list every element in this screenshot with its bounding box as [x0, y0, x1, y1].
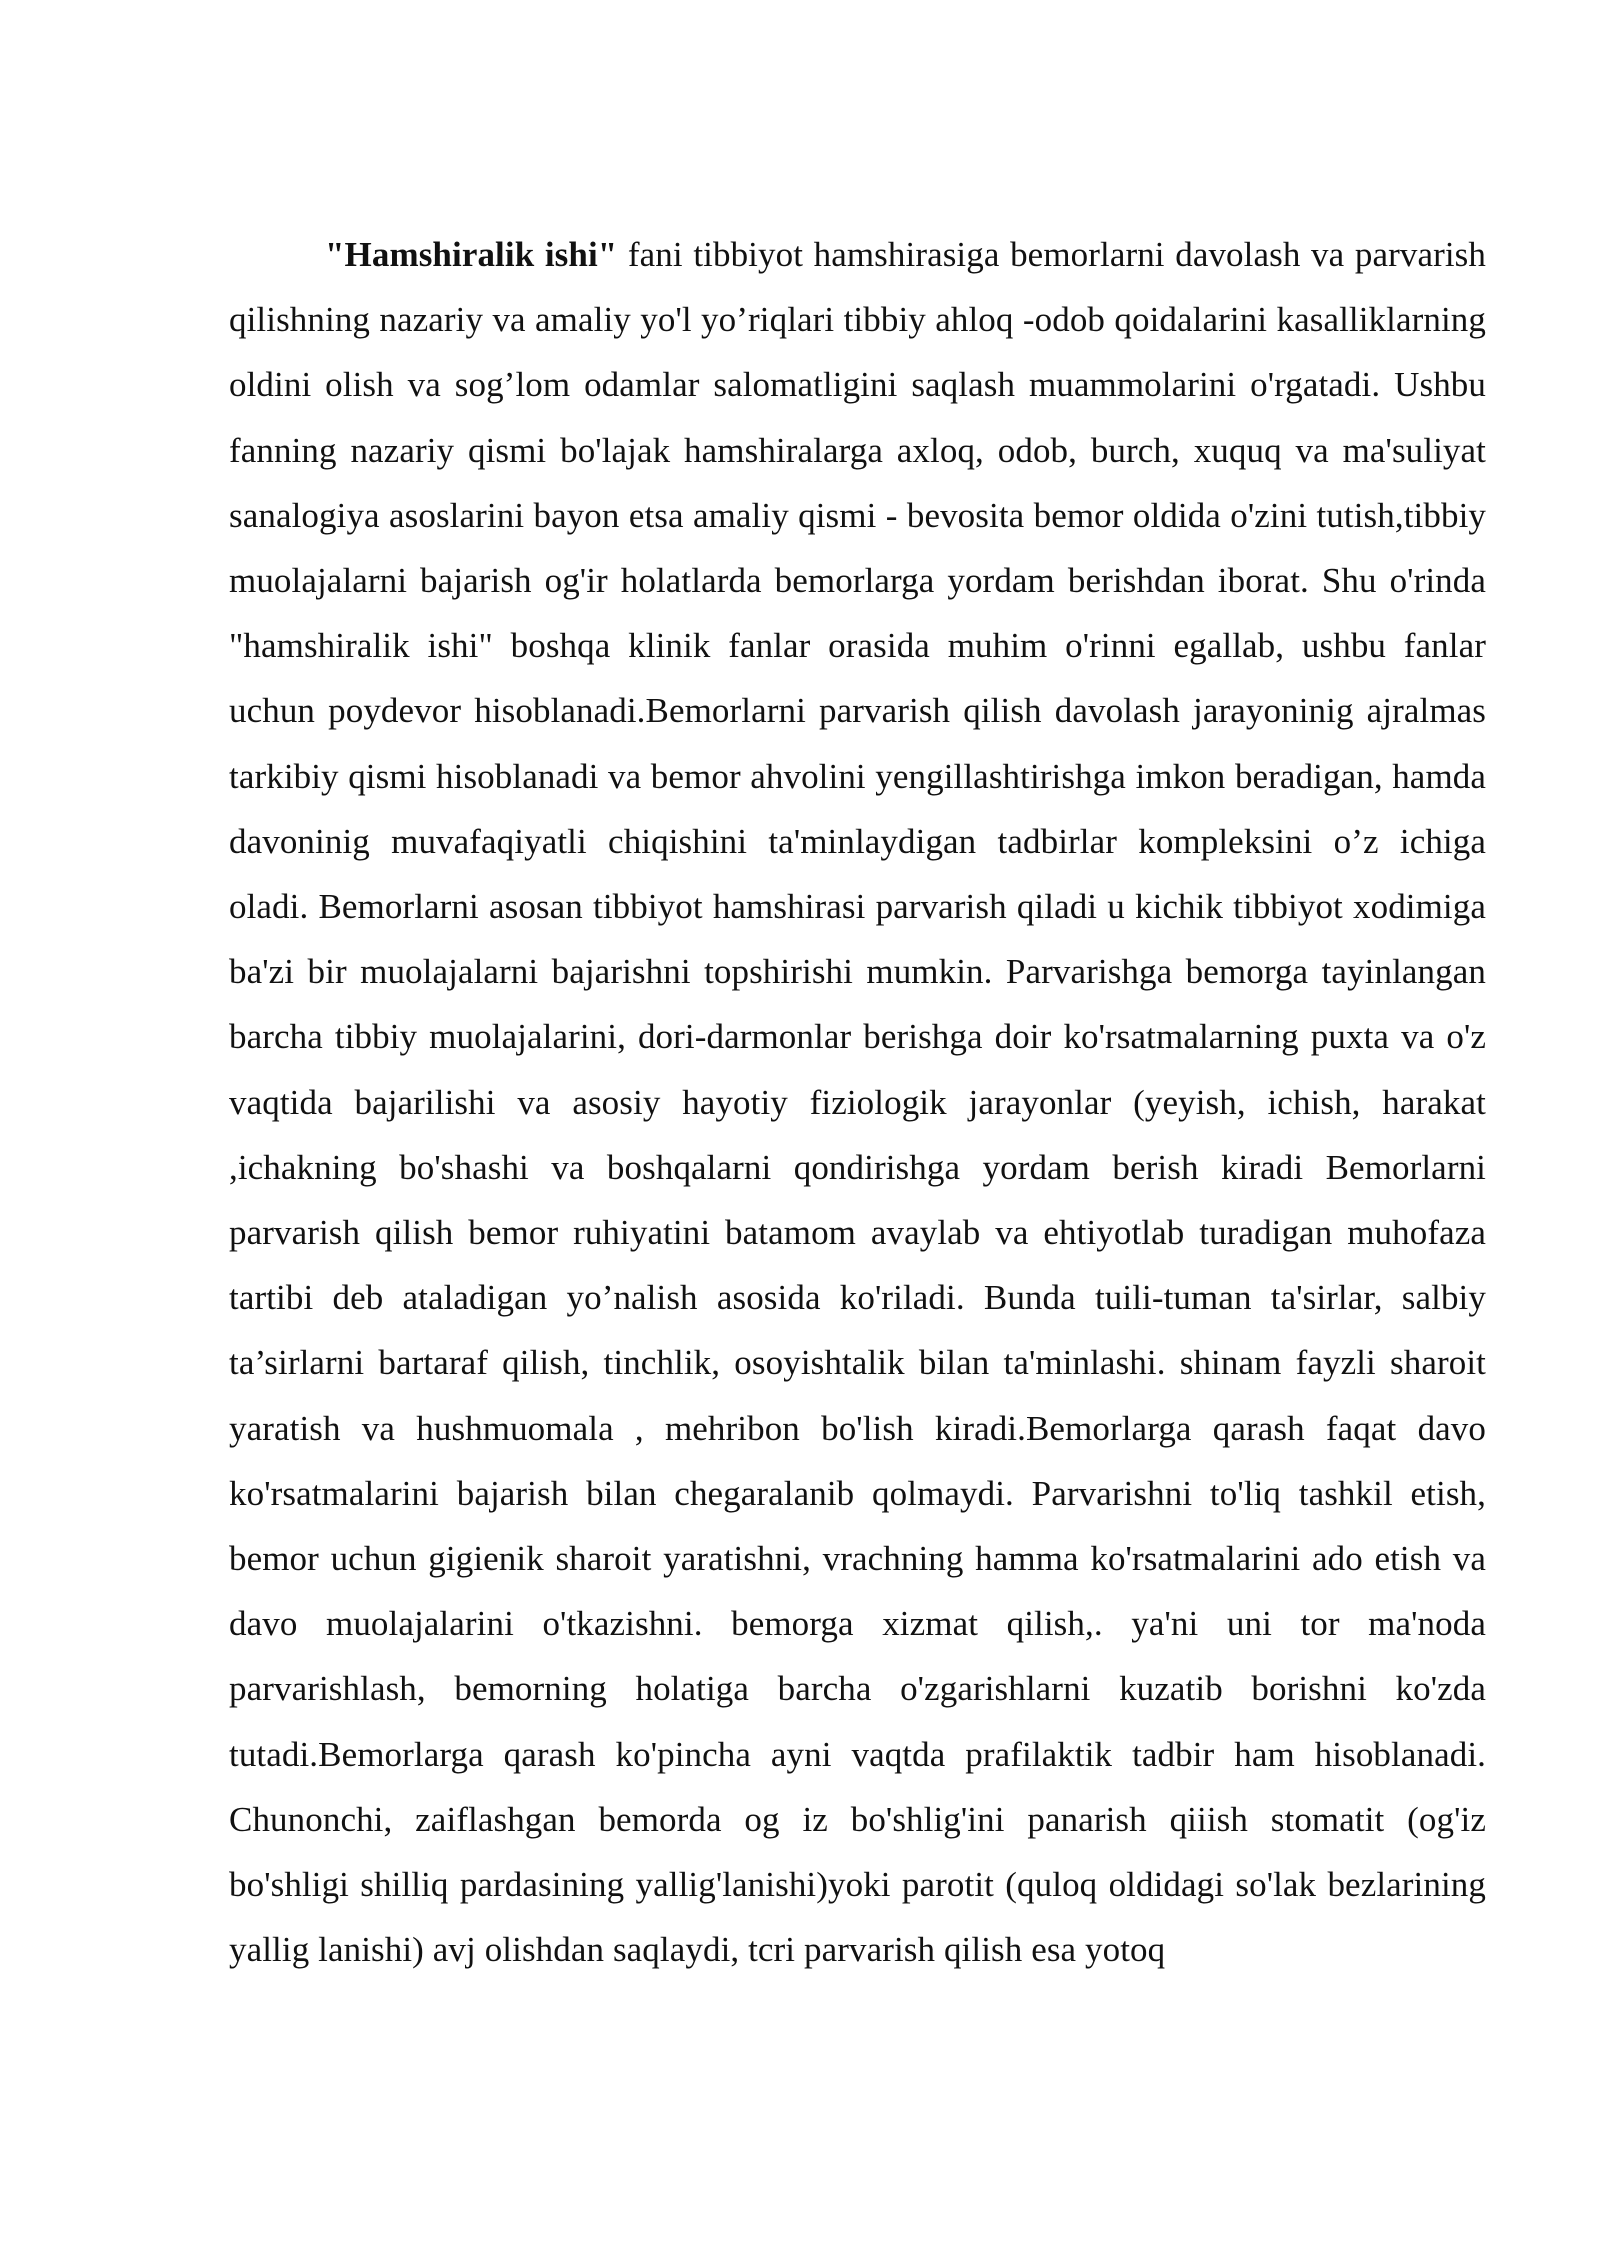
paragraph-text: fani tibbiyot hamshirasiga bemorlarni davolash va parvarish qilishning nazariy va amaliy yo'l yo’riqlari tibbiy ahloq -odob qoidalarini kasalliklarning oldini olish va sog’lom odamlar salomatligini saqlash muammolarini o'rgatadi. Ushbu fanning nazariy qismi bo'lajak hamshiralarga axloq, odob, burch, xuquq va ma'suliyat sanalogiya asoslarini bayon etsa amaliy qismi - bevosita bemor oldida o'zini tutish,tibbiy muolajalarni bajarish og'ir holatlarda bemorlarga yordam berishdan iborat. Shu o'rinda "hamshiralik ishi" boshqa klinik fanlar orasida muhim o'rinni egallab, ushbu fanlar uchun poydevor hisoblanadi.Bemorlarni parvarish qilish davolash jarayoninig ajralmas tarkibiy qismi hisoblanadi va bemor ahvolini yengillashtirishga imkon beradigan, hamda davoninig muvafaqiyatli chiqishini ta'minlaydigan tadbirlar kompleksini o’z ichiga oladi. Bemorlarni asosan tibbiyot hamshirasi parvarish qiladi u kichik tibbiyot xodimiga ba'zi bir muolajalarni bajarishni topshirishi mumkin. Parvarishga bemorga tayinlangan barcha tibbiy muolajalarini, dori-darmonlar berishga doir ko'rsatmalarning puxta va o'z vaqtida bajarilishi va asosiy hayotiy fiziologik jarayonlar (yeyish, ichish, harakat ,ichakning bo'shashi va boshqalarni qondirishga yordam berish kiradi Bemorlarni parvarish qilish bemor ruhiyatini batamom avaylab va ehtiyotlab turadigan muhofaza tartibi deb ataladigan yo’nalish asosida ko'riladi. Bunda tuili-tuman ta'sirlar, salbiy ta’sirlarni bartaraf qilish, tinchlik, osoyishtalik bilan ta'minlashi. shinam fayzli sharoit yaratish va hushmuomala , mehribon bo'lish kiradi.Bemorlarga qarash faqat davo ko'rsatmalarini bajarish bilan chegaralanib qolmaydi. Parvarishni to'liq tashkil etish, bemor uchun gigienik sharoit yaratishni, vrachning hamma ko'rsatmalarini ado etish va davo muolajalarini o'tkazishni. bemorga xizmat qilish,. ya'ni uni tor ma'noda parvarishlash, bemorning holatiga barcha o'zgarishlarni kuzatib borishni ko'zda tutadi.Bemorlarga qarash ko'pincha ayni vaqtda prafilaktik tadbir ham hisoblanadi. Chunonchi, zaiflashgan bemorda og iz bo'shlig'ini panarish qiiish stomatit (og'iz bo'shligi shilliq pardasining yallig'lanishi)yoki parotit (quloq oldidagi so'lak bezlarining yallig lanishi) avj olishdan saqlaydi, tcri parvarish qilish esa yotoq: [229, 235, 1486, 1970]
body-paragraph: [229, 222, 1486, 1982]
subject-title: "Hamshiralik ishi": [325, 235, 618, 274]
